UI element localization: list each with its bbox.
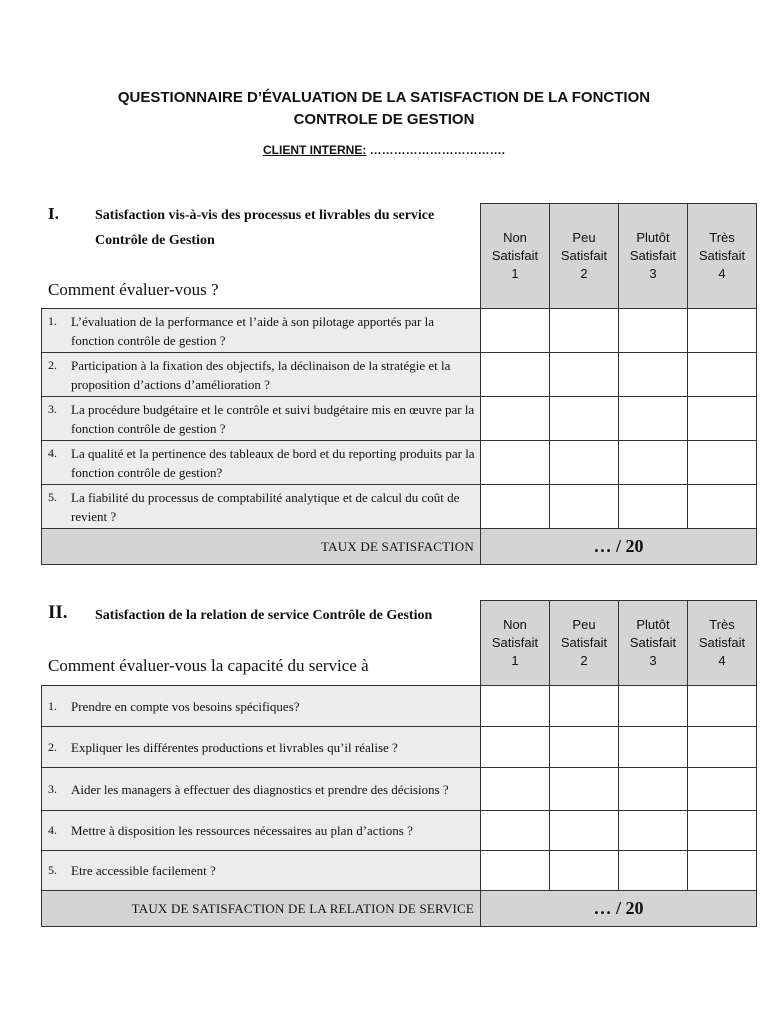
item-cell	[42, 686, 481, 727]
rating-label: Très	[709, 617, 735, 632]
item-text: Prendre en compte vos besoins spécifiques?	[71, 698, 300, 714]
rating-label: Satisfait	[560, 635, 608, 650]
rating-header-peu-satisfait	[550, 601, 619, 686]
rating-header-plutot-satisfait	[619, 601, 688, 686]
item-number: 5.	[48, 863, 57, 877]
rating-cell-2[interactable]	[550, 309, 619, 353]
rating-label: Peu	[572, 230, 596, 245]
item-cell	[42, 309, 481, 353]
rating-label: Non	[503, 617, 527, 632]
item-cell	[42, 727, 481, 768]
section2-total-row	[42, 891, 757, 927]
item-text: La fiabilité du processus de comptabilité analytique et de calcul du coût de revient ?	[71, 489, 460, 524]
item-cell	[42, 441, 481, 485]
rating-cell-1[interactable]	[481, 485, 550, 529]
rating-label: Très	[709, 230, 735, 245]
rating-label: Non	[503, 230, 527, 245]
rating-header-tres-satisfait	[688, 601, 757, 686]
rating-number: 4	[718, 653, 726, 668]
rating-cell-4[interactable]	[688, 768, 757, 811]
item-cell	[42, 353, 481, 397]
rating-number: 4	[718, 266, 726, 281]
rating-label: Peu	[572, 617, 596, 632]
rating-cell-1[interactable]	[481, 441, 550, 485]
rating-cell-4[interactable]	[688, 397, 757, 441]
item-number: 2.	[48, 739, 57, 754]
rating-number: 3	[649, 266, 657, 281]
item-text: Expliquer les différentes productions et livrables qu’il réalise ?	[71, 739, 398, 755]
section2-title: Satisfaction de la relation de service Contrôle de Gestion	[95, 608, 433, 623]
rating-label: Satisfait	[491, 635, 539, 650]
rating-label: Satisfait	[560, 248, 608, 263]
rating-cell-2[interactable]	[550, 727, 619, 768]
total-label: TAUX DE SATISFACTION	[42, 529, 481, 565]
table-row	[42, 397, 757, 441]
client-interne	[0, 143, 768, 157]
item-text: La qualité et la pertinence des tableaux de bord et du reporting produits par la fonction contrôle de gestion?	[71, 445, 475, 480]
table-row	[42, 851, 757, 891]
rating-cell-2[interactable]	[550, 397, 619, 441]
item-cell	[42, 485, 481, 529]
rating-label: Plutôt	[636, 617, 670, 632]
section2-number: II.	[48, 602, 68, 623]
rating-header-plutot-satisfait	[619, 204, 688, 309]
section2-table	[41, 600, 757, 927]
header-spacer	[42, 601, 481, 686]
rating-header-peu-satisfait	[550, 204, 619, 309]
item-text: Participation à la fixation des objectifs, la déclinaison de la stratégie et la proposition d’actions d’amélioration ?	[71, 357, 451, 392]
rating-cell-4[interactable]	[688, 851, 757, 891]
table-row	[42, 727, 757, 768]
table-row	[42, 353, 757, 397]
item-number: 1.	[48, 313, 57, 328]
rating-header-tres-satisfait	[688, 204, 757, 309]
rating-cell-4[interactable]	[688, 727, 757, 768]
section2-question: Comment évaluer-vous la capacité du service à	[48, 656, 369, 675]
rating-cell-1[interactable]	[481, 851, 550, 891]
section2-header-row	[42, 601, 757, 686]
item-cell	[42, 851, 481, 891]
item-cell	[42, 397, 481, 441]
rating-cell-1[interactable]	[481, 353, 550, 397]
item-cell	[42, 811, 481, 851]
rating-cell-3[interactable]	[619, 485, 688, 529]
rating-cell-1[interactable]	[481, 727, 550, 768]
rating-label: Satisfait	[491, 248, 539, 263]
client-value[interactable]: …………………………….	[369, 143, 506, 157]
rating-number: 1	[511, 266, 519, 281]
rating-cell-2[interactable]	[550, 353, 619, 397]
rating-label: Satisfait	[698, 635, 746, 650]
section1-number: I.	[48, 204, 59, 223]
rating-cell-3[interactable]	[619, 353, 688, 397]
rating-cell-3[interactable]	[619, 441, 688, 485]
item-number: 5.	[48, 489, 57, 504]
rating-header-non-satisfait	[481, 204, 550, 309]
total-score[interactable]: … / 20	[481, 529, 757, 565]
rating-cell-2[interactable]	[550, 441, 619, 485]
total-score[interactable]: … / 20	[481, 891, 757, 927]
table-row	[42, 441, 757, 485]
rating-number: 1	[511, 653, 519, 668]
item-text: Etre accessible facilement ?	[71, 863, 216, 878]
rating-cell-3[interactable]	[619, 768, 688, 811]
document-title-line1: QUESTIONNAIRE D’ÉVALUATION DE LA SATISFACTION DE LA FONCTION	[117, 89, 651, 106]
rating-cell-2[interactable]	[550, 851, 619, 891]
rating-label: Satisfait	[629, 248, 677, 263]
table-row	[42, 768, 757, 811]
item-cell	[42, 768, 481, 811]
rating-number: 2	[580, 653, 588, 668]
rating-label: Satisfait	[629, 635, 677, 650]
section1-question: Comment évaluer-vous ?	[48, 280, 219, 299]
rating-header-non-satisfait	[481, 601, 550, 686]
item-number: 3.	[48, 781, 57, 796]
table-row	[42, 811, 757, 851]
rating-cell-3[interactable]	[619, 309, 688, 353]
section1-title: Satisfaction vis-à-vis des processus et livrables du service Contrôle de Gestion	[95, 208, 435, 248]
item-number: 4.	[48, 823, 57, 837]
item-text: Mettre à disposition les ressources nécessaires au plan d’actions ?	[71, 823, 413, 838]
rating-cell-2[interactable]	[550, 686, 619, 727]
section1-total-row	[42, 529, 757, 565]
rating-cell-4[interactable]	[688, 485, 757, 529]
item-number: 2.	[48, 357, 57, 372]
rating-cell-4[interactable]	[688, 811, 757, 851]
item-number: 3.	[48, 401, 57, 416]
table-row	[42, 485, 757, 529]
section1-table	[41, 203, 757, 565]
rating-label: Plutôt	[636, 230, 670, 245]
rating-cell-1[interactable]	[481, 309, 550, 353]
rating-cell-1[interactable]	[481, 686, 550, 727]
rating-cell-4[interactable]	[688, 686, 757, 727]
rating-cell-4[interactable]	[688, 441, 757, 485]
document-title-line2: CONTROLE DE GESTION	[293, 111, 475, 128]
rating-cell-2[interactable]	[550, 485, 619, 529]
rating-cell-1[interactable]	[481, 811, 550, 851]
rating-label: Satisfait	[698, 248, 746, 263]
table-row	[42, 686, 757, 727]
rating-cell-4[interactable]	[688, 353, 757, 397]
item-text: La procédure budgétaire et le contrôle et suivi budgétaire mis en œuvre par la fonction contrôle de gestion ?	[71, 401, 475, 436]
rating-cell-3[interactable]	[619, 727, 688, 768]
total-label: TAUX DE SATISFACTION DE LA RELATION DE SERVICE	[42, 891, 481, 927]
rating-cell-2[interactable]	[550, 811, 619, 851]
rating-cell-3[interactable]	[619, 686, 688, 727]
section1-header-row	[42, 204, 757, 309]
rating-cell-3[interactable]	[619, 851, 688, 891]
rating-number: 3	[649, 653, 657, 668]
item-text: Aider les managers à effectuer des diagnostics et prendre des décisions ?	[71, 781, 449, 797]
rating-cell-2[interactable]	[550, 768, 619, 811]
rating-cell-1[interactable]	[481, 397, 550, 441]
item-number: 4.	[48, 445, 57, 460]
rating-cell-3[interactable]	[619, 397, 688, 441]
rating-cell-4[interactable]	[688, 309, 757, 353]
rating-cell-3[interactable]	[619, 811, 688, 851]
rating-cell-1[interactable]	[481, 768, 550, 811]
table-row	[42, 309, 757, 353]
header-spacer	[42, 204, 481, 309]
client-label: CLIENT INTERNE:	[262, 143, 367, 157]
item-text: L’évaluation de la performance et l’aide à son pilotage apportés par la fonction contrôle de gestion ?	[71, 313, 435, 348]
item-number: 1.	[48, 698, 57, 713]
rating-number: 2	[580, 266, 588, 281]
